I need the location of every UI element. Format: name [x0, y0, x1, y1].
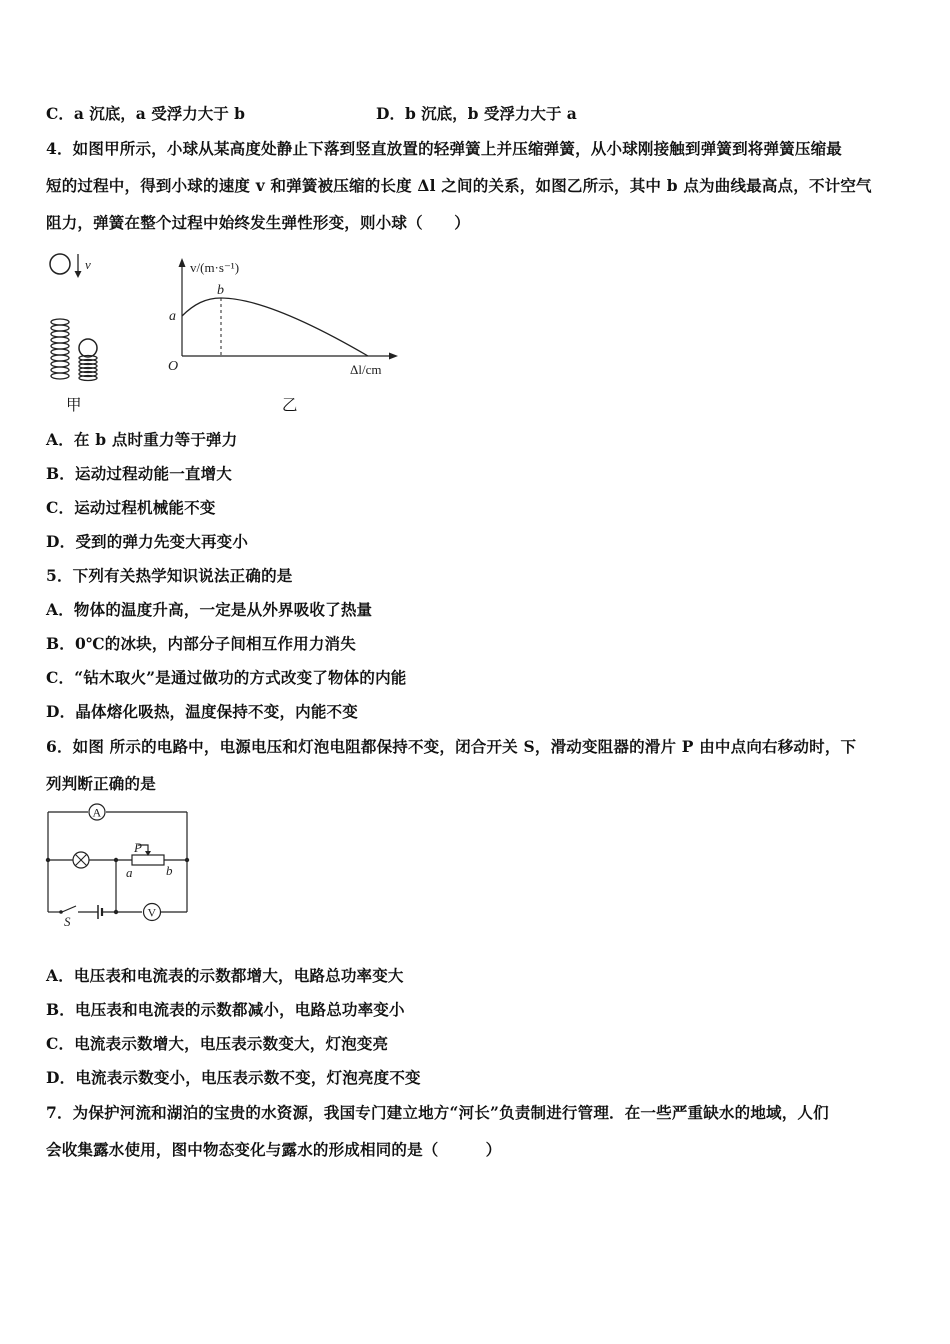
point-a-label: a [169, 309, 176, 324]
q6-stem-line-2: 列判断正确的是 [46, 774, 156, 793]
q6-option-c: C．电流表示数增大，电压表示数变大，灯泡变亮 [46, 1034, 389, 1053]
q7-stem-line-2: 会收集露水使用，图中物态变化与露水的形成相同的是（ ） [46, 1140, 502, 1159]
velocity-curve [182, 298, 368, 356]
q7-stem-line-1: 7．为保护河流和湖泊的宝贵的水资源，我国专门建立地方“河长”负责制进行管理．在一些严重缺水的地域，人们 [46, 1103, 829, 1122]
q4-stem-line-1: 4．如图甲所示，小球从某高度处静止下落到竖直放置的轻弹簧上并压缩弹簧，从小球刚接触到弹簧到将弹簧压缩最 [46, 139, 842, 158]
y-axis-label: v/(m·s⁻¹) [190, 260, 240, 275]
q4-option-c: C．运动过程机械能不变 [46, 498, 216, 517]
q6-option-b: B．电压表和电流表的示数都减小，电路总功率变小 [46, 1000, 405, 1019]
ammeter-label: A [92, 805, 102, 820]
slider-p-label: P [134, 840, 142, 855]
velocity-arrow-label: v [85, 257, 91, 272]
q4-stem-line-2: 短的过程中，得到小球的速度 v 和弹簧被压缩的长度 Δl 之间的关系，如图乙所示，其中 b 点为曲线最高点，不计空气 [46, 176, 872, 195]
point-b-label: b [217, 283, 224, 298]
end-b-label: b [166, 863, 173, 878]
compressed-spring-icon [79, 356, 97, 381]
q5-stem: 5．下列有关热学知识说法正确的是 [46, 566, 293, 585]
end-a-label: a [126, 865, 133, 880]
q5-option-c: C．“钻木取火”是通过做功的方式改变了物体的内能 [46, 668, 407, 687]
q5-option-a: A．物体的温度升高，一定是从外界吸收了热量 [46, 600, 373, 619]
q6-circuit-diagram [40, 800, 200, 930]
spring-icon [51, 319, 69, 379]
q4-figure-yi [160, 252, 410, 382]
ball-on-spring-icon [79, 339, 97, 357]
q6-option-a: A．电压表和电流表的示数都增大，电路总功率变大 [46, 966, 404, 985]
q5-option-d: D．晶体熔化吸热，温度保持不变，内能不变 [46, 702, 358, 721]
figure-jia-label: 甲 [66, 396, 82, 414]
x-axis-label: Δl/cm [350, 362, 382, 377]
q6-option-d: D．电流表示数变小，电压表示数不变，灯泡亮度不变 [46, 1068, 421, 1087]
figure-yi-label: 乙 [282, 396, 298, 414]
q4-stem-line-3: 阻力，弹簧在整个过程中始终发生弹性形变，则小球（ ） [46, 213, 470, 232]
voltmeter-label: V [147, 905, 157, 920]
switch-s-label: S [64, 914, 71, 929]
q4-option-b: B．运动过程动能一直增大 [46, 464, 233, 483]
q4-option-d: D．受到的弹力先变大再变小 [46, 532, 249, 551]
q3-option-c: C．a 沉底，a 受浮力大于 b [46, 104, 245, 123]
origin-label: O [168, 359, 179, 374]
q4-option-a: A．在 b 点时重力等于弹力 [46, 430, 238, 449]
q6-stem-line-1: 6．如图 所示的电路中，电源电压和灯泡电阻都保持不变，闭合开关 S，滑动变阻器的滑片 P 由中点向右移动时，下 [46, 737, 857, 756]
ball-icon [50, 254, 70, 274]
q5-option-b: B．0℃的冰块，内部分子间相互作用力消失 [46, 634, 356, 653]
q3-option-d: D．b 沉底，b 受浮力大于 a [376, 104, 577, 123]
